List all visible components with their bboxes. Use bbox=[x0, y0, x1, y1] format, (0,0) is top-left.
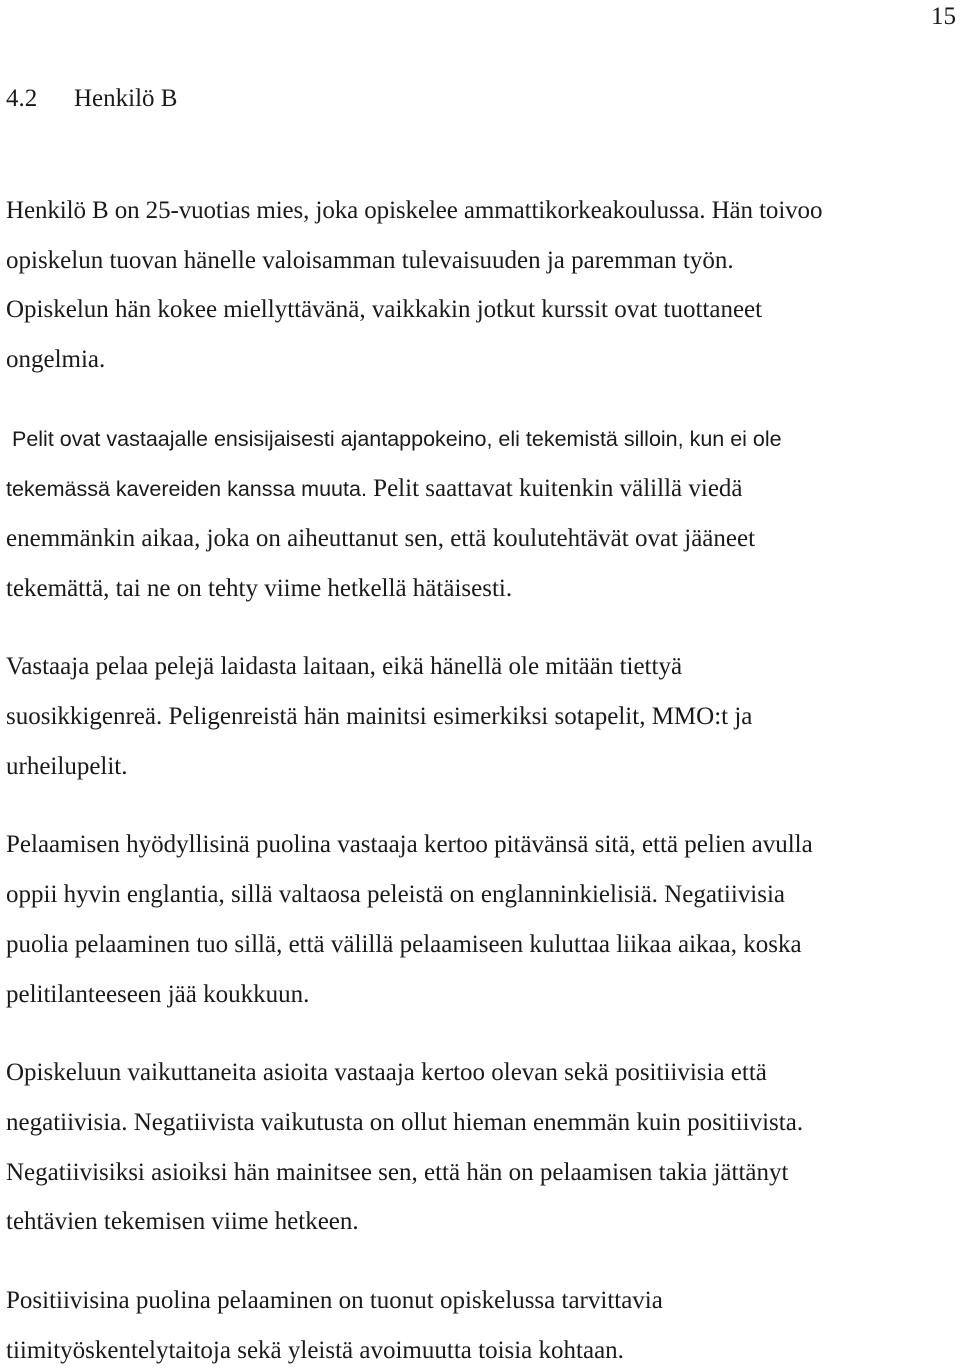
section-title: Henkilö B bbox=[74, 85, 178, 112]
paragraph-3-line-2: suosikkigenreä. Peligenreistä hän mainitsi esimerkiksi sotapelit, MMO:t ja bbox=[6, 703, 753, 730]
paragraph-2-line-2 bbox=[6, 472, 743, 506]
paragraph-5-line-1: Opiskeluun vaikuttaneita asioita vastaaja kertoo olevan sekä positiivisia että bbox=[6, 1059, 767, 1086]
paragraph-5-line-3: Negatiivisiksi asioiksi hän mainitsee sen, että hän on pelaamisen takia jättänyt bbox=[6, 1159, 789, 1186]
paragraph-4-line-2: oppii hyvin englantia, sillä valtaosa peleistä on englanninkielisiä. Negatiivisia bbox=[6, 881, 785, 908]
paragraph-3-line-3: urheilupelit. bbox=[6, 753, 128, 780]
paragraph-1-line-1: Henkilö B on 25-vuotias mies, joka opiskelee ammattikorkeakoulussa. Hän toivoo bbox=[6, 197, 823, 224]
paragraph-1-line-2: opiskelun tuovan hänelle valoisamman tulevaisuuden ja paremman työn. bbox=[6, 247, 734, 274]
paragraph-2-line-4: tekemättä, tai ne on tehty viime hetkellä hätäisesti. bbox=[6, 575, 513, 602]
paragraph-1-line-4: ongelmia. bbox=[6, 346, 106, 373]
paragraph-2-line-3: enemmänkin aikaa, joka on aiheuttanut sen, että koulutehtävät ovat jääneet bbox=[6, 525, 756, 552]
paragraph-6-line-2: tiimityöskentelytaitoja sekä yleistä avoimuutta toisia kohtaan. bbox=[6, 1337, 624, 1364]
paragraph-6-line-1: Positiivisina puolina pelaaminen on tuonut opiskelussa tarvittavia bbox=[6, 1287, 663, 1314]
paragraph-2-line-1: Pelit ovat vastaajalle ensisijaisesti ajantappokeino, eli tekemistä silloin, kun ei ole bbox=[6, 427, 782, 451]
paragraph-4-line-1: Pelaamisen hyödyllisinä puolina vastaaja kertoo pitävänsä sitä, että pelien avulla bbox=[6, 831, 813, 858]
paragraph-2-line-2-sans: tekemässä kavereiden kanssa muuta. bbox=[6, 477, 367, 501]
section-number: 4.2 bbox=[6, 85, 38, 112]
paragraph-1-line-3: Opiskelun hän kokee miellyttävänä, vaikkakin jotkut kurssit ovat tuottaneet bbox=[6, 296, 763, 323]
page-number: 15 bbox=[931, 3, 956, 30]
paragraph-4-line-3: puolia pelaaminen tuo sillä, että välillä pelaamiseen kuluttaa liikaa aikaa, koska bbox=[6, 931, 802, 958]
paragraph-2-line-2-serif: Pelit saattavat kuitenkin välillä viedä bbox=[373, 475, 743, 502]
paragraph-5-line-2: negatiivisia. Negatiivista vaikutusta on ollut hieman enemmän kuin positiivista. bbox=[6, 1109, 804, 1136]
paragraph-3-line-1: Vastaaja pelaa pelejä laidasta laitaan, eikä hänellä ole mitään tiettyä bbox=[6, 653, 683, 680]
section-heading bbox=[6, 82, 177, 116]
paragraph-5-line-4: tehtävien tekemisen viime hetkeen. bbox=[6, 1208, 359, 1235]
paragraph-4-line-4: pelitilanteeseen jää koukkuun. bbox=[6, 981, 310, 1008]
